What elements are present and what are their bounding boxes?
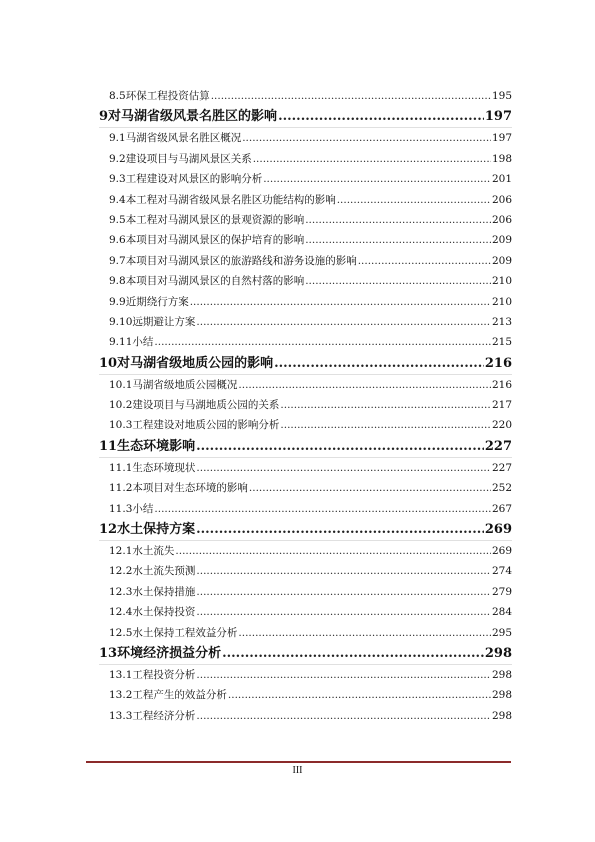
toc-entry-page: 252 <box>491 482 512 495</box>
toc-entry-title: 本工程对马湖省级风景名胜区功能结构的影响 <box>125 193 336 206</box>
toc-section-entry[interactable] <box>99 210 512 230</box>
toc-entry-number: 9.7 <box>109 254 126 267</box>
toc-entry-number: 9.11 <box>109 336 133 349</box>
toc-entry-page: 267 <box>491 502 512 515</box>
toc-entry-title: 水土保持方案 <box>117 522 196 538</box>
toc-entry-page: 227 <box>491 461 512 474</box>
page-number: III <box>292 765 303 776</box>
toc-entry-page: 279 <box>491 585 512 598</box>
toc-entry-title: 对马湖省级风景名胜区的影响 <box>108 109 278 125</box>
toc-section-entry[interactable] <box>99 706 512 726</box>
toc-section-entry[interactable] <box>99 230 512 250</box>
toc-dot-leader <box>196 582 491 602</box>
toc-entry-number: 13.2 <box>109 689 133 702</box>
toc-entry-number: 11.1 <box>109 461 133 474</box>
toc-entry-number: 10.2 <box>109 399 133 412</box>
toc-section-entry[interactable] <box>99 685 512 705</box>
toc-section-entry[interactable] <box>99 332 512 352</box>
toc-entry-page: 269 <box>491 545 512 558</box>
toc-dot-leader <box>263 169 491 189</box>
toc-dot-leader <box>211 86 491 106</box>
toc-entry-page: 295 <box>491 626 512 639</box>
toc-section-entry[interactable] <box>99 623 512 643</box>
toc-entry-number: 12.4 <box>109 606 133 619</box>
toc-dot-leader <box>238 375 491 395</box>
toc-entry-title: 水土流失预测 <box>132 565 196 578</box>
toc-dot-leader <box>253 149 491 169</box>
toc-entry-number: 9.9 <box>109 295 126 308</box>
toc-entry-number: 11.2 <box>109 482 133 495</box>
toc-section-entry[interactable] <box>99 478 512 498</box>
toc-chapter-entry[interactable] <box>99 436 512 458</box>
toc-entry-title: 工程建设对风景区的影响分析 <box>125 173 263 186</box>
toc-dot-leader <box>154 332 491 352</box>
toc-entry-title: 建设项目与马湖风景区关系 <box>125 152 252 165</box>
toc-entry-title: 水土保持措施 <box>132 585 196 598</box>
toc-entry-number: 12.2 <box>109 565 133 578</box>
toc-section-entry[interactable] <box>99 190 512 210</box>
toc-entry-number: 8.5 <box>109 90 126 102</box>
toc-entry-title: 生态环境影响 <box>117 438 196 454</box>
toc-entry-page: 210 <box>491 275 512 288</box>
toc-chapter-entry[interactable] <box>99 106 512 128</box>
toc-section-entry[interactable] <box>99 251 512 271</box>
toc-dot-leader <box>305 271 491 291</box>
table-of-contents <box>99 86 512 726</box>
toc-entry-title: 工程投资分析 <box>132 668 196 681</box>
toc-entry-page: 220 <box>491 419 512 432</box>
toc-dot-leader <box>249 478 491 498</box>
toc-dot-leader <box>196 602 491 622</box>
toc-section-entry[interactable] <box>99 665 512 685</box>
toc-section-entry[interactable] <box>99 169 512 189</box>
toc-entry-number: 11 <box>99 438 118 454</box>
toc-entry-page: 206 <box>491 193 512 206</box>
toc-entry-page: 216 <box>491 378 512 391</box>
toc-dot-leader <box>154 499 491 519</box>
footer-rule <box>86 761 511 763</box>
toc-entry-title: 小结 <box>132 502 154 515</box>
toc-section-entry[interactable] <box>99 312 512 332</box>
toc-entry-title: 工程产生的效益分析 <box>132 689 227 702</box>
toc-entry-number: 11.3 <box>109 502 133 515</box>
toc-entry-title: 水土保持投资 <box>132 606 196 619</box>
toc-dot-leader <box>337 190 491 210</box>
toc-dot-leader <box>196 665 491 685</box>
toc-dot-leader <box>280 415 491 435</box>
toc-dot-leader <box>274 353 484 374</box>
toc-chapter-entry[interactable] <box>99 643 512 665</box>
toc-dot-leader <box>196 458 491 478</box>
toc-entry-title: 环境经济损益分析 <box>117 645 222 661</box>
toc-entry-page: 215 <box>491 336 512 349</box>
toc-dot-leader <box>305 230 491 250</box>
toc-dot-leader <box>175 541 491 561</box>
toc-entry-number: 10.1 <box>109 378 133 391</box>
toc-dot-leader <box>358 251 491 271</box>
toc-entry-page: 206 <box>491 213 512 226</box>
toc-entry-page: 197 <box>491 132 512 145</box>
toc-section-entry[interactable] <box>99 499 512 519</box>
toc-section-entry[interactable] <box>99 541 512 561</box>
toc-entry-title: 环保工程投资估算 <box>125 90 210 102</box>
toc-entry-title: 马湖省级风景名胜区概况 <box>125 132 242 145</box>
toc-dot-leader <box>196 312 491 332</box>
toc-entry-number: 9.6 <box>109 234 126 247</box>
toc-dot-leader <box>190 292 491 312</box>
toc-entry-number: 10 <box>99 355 118 371</box>
toc-entry-number: 12.3 <box>109 585 133 598</box>
toc-entry-title: 本工程对马湖风景区的景观资源的影响 <box>125 213 305 226</box>
toc-entry-page: 298 <box>491 709 512 722</box>
toc-dot-leader <box>228 685 491 705</box>
toc-entry-page: 201 <box>491 173 512 186</box>
toc-entry-title: 生态环境现状 <box>132 461 196 474</box>
toc-section-entry[interactable] <box>99 395 512 415</box>
toc-entry-title: 马湖省级地质公园概况 <box>132 378 238 391</box>
toc-entry-number: 12.5 <box>109 626 133 639</box>
toc-entry-title: 本项目对马湖风景区的保护培育的影响 <box>125 234 305 247</box>
toc-entry-number: 9.8 <box>109 275 126 288</box>
toc-entry-title: 水土流失 <box>132 545 175 558</box>
toc-section-entry[interactable] <box>99 602 512 622</box>
toc-entry-title: 近期绕行方案 <box>125 295 189 308</box>
toc-section-entry[interactable] <box>99 415 512 435</box>
toc-entry-number: 9.3 <box>109 173 126 186</box>
toc-entry-title: 建设项目与马湖地质公园的关系 <box>132 399 280 412</box>
toc-entry-page: 274 <box>491 565 512 578</box>
toc-entry-page: 269 <box>484 522 512 538</box>
toc-entry-page: 298 <box>491 668 512 681</box>
toc-section-entry[interactable] <box>99 149 512 169</box>
toc-dot-leader <box>196 436 484 457</box>
toc-dot-leader <box>196 519 484 540</box>
toc-entry-number: 13.1 <box>109 668 133 681</box>
toc-entry-title: 小结 <box>132 336 154 349</box>
toc-entry-page: 209 <box>491 254 512 267</box>
toc-entry-page: 298 <box>484 645 512 661</box>
toc-entry-number: 13 <box>99 645 118 661</box>
toc-dot-leader <box>238 623 491 643</box>
toc-entry-page: 197 <box>484 109 512 125</box>
toc-dot-leader <box>278 106 484 127</box>
toc-entry-number: 9.1 <box>109 132 126 145</box>
toc-dot-leader <box>305 210 491 230</box>
toc-section-entry[interactable] <box>99 271 512 291</box>
toc-chapter-entry[interactable] <box>99 519 512 541</box>
toc-entry-page: 227 <box>484 438 512 454</box>
toc-entry-title: 工程建设对地质公园的影响分析 <box>132 419 280 432</box>
toc-entry-title: 本项目对马湖风景区的自然村落的影响 <box>125 275 305 288</box>
toc-entry-number: 9.10 <box>109 315 133 328</box>
toc-dot-leader <box>196 706 491 726</box>
toc-section-entry[interactable] <box>99 86 512 106</box>
toc-entry-title: 本项目对生态环境的影响 <box>132 482 248 495</box>
toc-entry-number: 9.2 <box>109 152 126 165</box>
toc-section-entry[interactable] <box>99 292 512 312</box>
toc-entry-page: 213 <box>491 315 512 328</box>
toc-entry-page: 210 <box>491 295 512 308</box>
toc-dot-leader <box>242 128 491 148</box>
toc-entry-number: 9.4 <box>109 193 126 206</box>
toc-entry-page: 216 <box>484 355 512 371</box>
toc-section-entry[interactable] <box>99 128 512 148</box>
toc-section-entry[interactable] <box>99 375 512 395</box>
toc-section-entry[interactable] <box>99 582 512 602</box>
toc-entry-number: 9.5 <box>109 213 126 226</box>
toc-entry-page: 284 <box>491 606 512 619</box>
toc-entry-number: 12 <box>99 522 118 538</box>
toc-entry-number: 12.1 <box>109 545 133 558</box>
toc-entry-page: 217 <box>491 399 512 412</box>
toc-entry-page: 209 <box>491 234 512 247</box>
toc-entry-title: 工程经济分析 <box>132 709 196 722</box>
toc-entry-page: 198 <box>491 152 512 165</box>
toc-dot-leader <box>196 561 491 581</box>
toc-entry-title: 远期避让方案 <box>132 315 196 328</box>
toc-entry-number: 13.3 <box>109 709 133 722</box>
toc-entry-title: 水土保持工程效益分析 <box>132 626 238 639</box>
toc-section-entry[interactable] <box>99 561 512 581</box>
toc-dot-leader <box>222 643 484 664</box>
toc-entry-title: 对马湖省级地质公园的影响 <box>117 355 274 371</box>
toc-entry-page: 195 <box>491 90 512 102</box>
toc-entry-number: 9 <box>99 109 109 125</box>
toc-entry-title: 本项目对马湖风景区的旅游路线和游务设施的影响 <box>125 254 357 267</box>
toc-entry-number: 10.3 <box>109 419 133 432</box>
toc-section-entry[interactable] <box>99 458 512 478</box>
toc-dot-leader <box>280 395 491 415</box>
toc-chapter-entry[interactable] <box>99 353 512 375</box>
toc-entry-page: 298 <box>491 689 512 702</box>
